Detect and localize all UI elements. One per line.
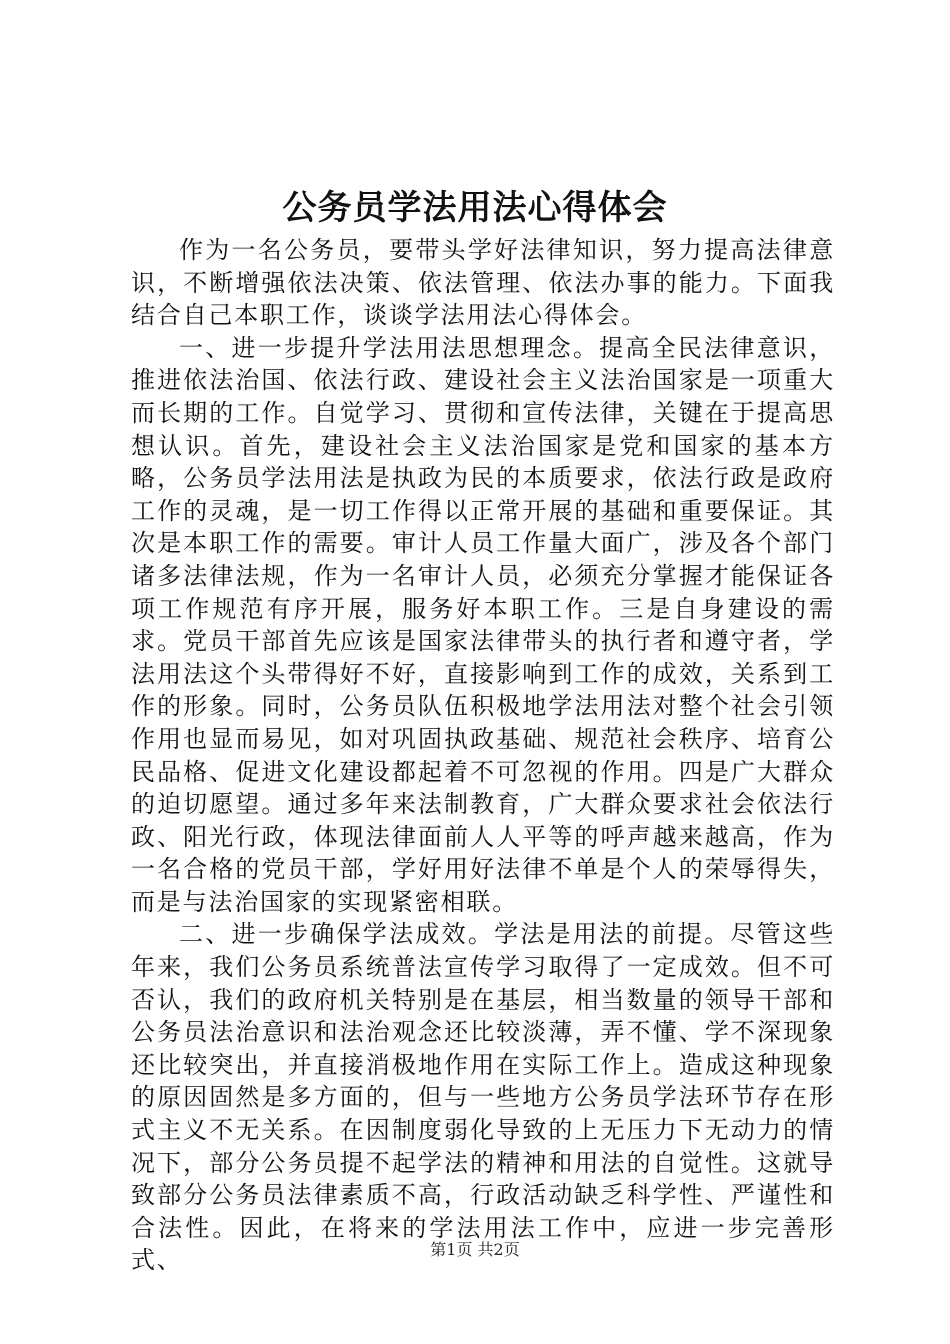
document-body bbox=[131, 234, 835, 1277]
paragraph-intro: 作为一名公务员，要带头学好法律知识，努力提高法律意识，不断增强依法决策、依法管理、依法办事的能力。下面我结合自己本职工作，谈谈学法用法心得体会。 bbox=[131, 236, 835, 330]
paragraph-section-2: 二、进一步确保学法成效。学法是用法的前提。尽管这些年来，我们公务员系统普法宣传学习取得了一定成效。但不可否认，我们的政府机关特别是在基层，相当数量的领导干部和公务员法治意识和法治观念还比较淡薄，弄不懂、学不深现象还比较突出，并直接消极地作用在实际工作上。造成这种现象的原因固然是多方面的，但与一些地方公务员学法环节存在形式主义不无关系。在因制度弱化导致的上无压力下无动力的情况下，部分公务员提不起学法的精神和用法的自觉性。这就导致部分公务员法律素质不高，行政活动缺乏科学性、严谨性和合法性。因此，在将来的学法用法工作中，应进一步完善形式、 bbox=[131, 920, 835, 1275]
page-number-footer: 第1页 共2页 bbox=[430, 1240, 520, 1259]
paragraph-section-1: 一、进一步提升学法用法思想理念。提高全民法律意识，推进依法治国、依法行政、建设社会主义法治国家是一项重大而长期的工作。自觉学习、贯彻和宣传法律，关键在于提高思想认识。首先，建设社会主义法治国家是党和国家的基本方略，公务员学法用法是执政为民的本质要求，依法行政是政府工作的灵魂，是一切工作得以正常开展的基础和重要保证。其次是本职工作的需要。审计人员工作量大面广，涉及各个部门诸多法律法规，作为一名审计人员，必须充分掌握才能保证各项工作规范有序开展，服务好本职工作。三是自身建设的需求。党员干部首先应该是国家法律带头的执行者和遵守者，学法用法这个头带得好不好，直接影响到工作的成效，关系到工作的形象。同时，公务员队伍积极地学法用法对整个社会引领作用也显而易见，如对巩固执政基础、规范社会秩序、培育公民品格、促进文化建设都起着不可忽视的作用。四是广大群众的迫切愿望。通过多年来法制教育，广大群众要求社会依法行政、阳光行政，体现法律面前人人平等的呼声越来越高，作为一名合格的党员干部，学好用好法律不单是个人的荣辱得失，而是与法治国家的实现紧密相联。 bbox=[131, 333, 835, 916]
document-title: 公务员学法用法心得体会 bbox=[282, 188, 668, 228]
